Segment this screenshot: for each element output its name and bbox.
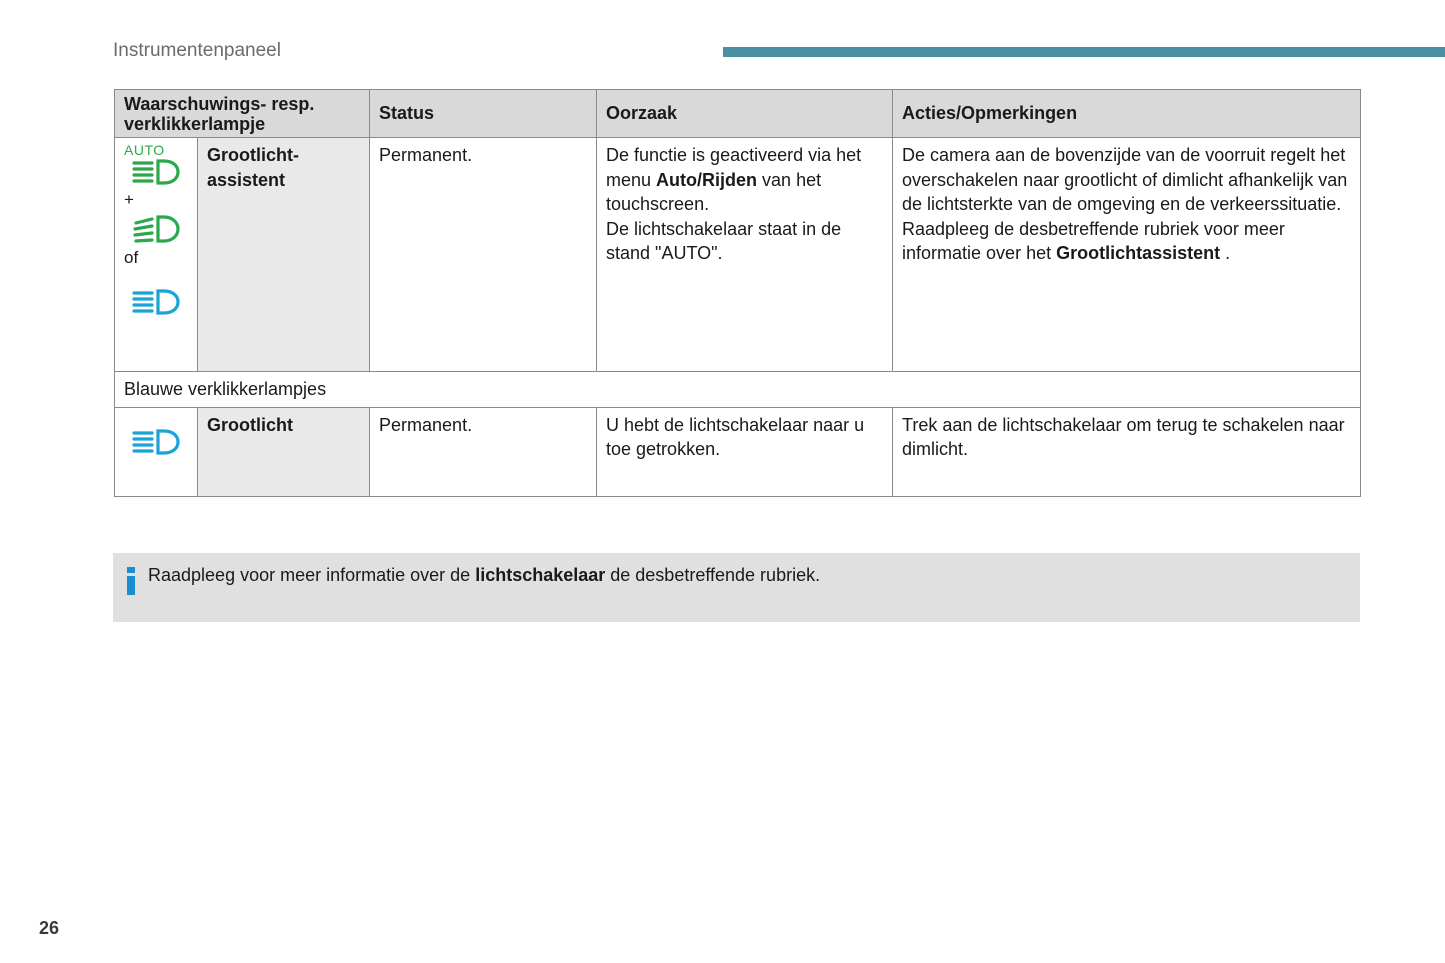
status-cell: Permanent. — [370, 407, 597, 496]
lamp-icons-cell — [115, 407, 198, 496]
actions-cell — [893, 138, 1361, 372]
info-box — [113, 553, 1360, 622]
status-cell: Permanent. — [370, 138, 597, 372]
actions-cell: Trek aan de lichtschakelaar om terug te schakelen naar dimlicht. — [893, 407, 1361, 496]
plus-sign: + — [124, 190, 134, 209]
cause-text: De functie is geactiveerd via het menu — [606, 145, 862, 190]
column-header-actions: Acties/Opmerkingen — [893, 90, 1361, 138]
actions-text: Raadpleeg de desbetreffende rubriek voor meer informatie over het — [902, 218, 1285, 263]
auto-label: AUTO — [124, 142, 165, 158]
table-row — [115, 138, 1361, 372]
column-header-lamp: Waarschuwings- resp. verklikkerlampje — [115, 90, 370, 138]
section-label: Blauwe verklikkerlampjes — [115, 372, 1361, 408]
feature-name: Grootlichtassistent — [1056, 243, 1221, 263]
section-row — [115, 372, 1361, 408]
info-keyword: lichtschakelaar — [475, 565, 606, 585]
page-number: 26 — [39, 918, 60, 938]
page-header-title: Instrumentenpaneel — [113, 40, 281, 61]
warning-lamps-table — [114, 89, 1361, 497]
column-header-status: Status — [370, 90, 597, 138]
high-beam-green-icon — [132, 214, 180, 244]
cause-text: De lichtschakelaar staat in de stand "AUTO". — [606, 218, 842, 263]
high-beam-blue-icon — [132, 288, 180, 316]
table-row — [115, 407, 1361, 496]
info-icon — [125, 567, 137, 595]
menu-name: Auto/Rijden — [656, 169, 758, 190]
info-text-part: Raadpleeg voor meer informatie over de — [148, 565, 476, 585]
cause-text: van het touchscreen. — [606, 169, 822, 214]
column-header-cause: Oorzaak — [597, 90, 893, 138]
auto-high-beam-icon — [132, 158, 180, 186]
header-accent-bar — [723, 47, 1445, 57]
or-label: of — [124, 248, 139, 267]
info-text-part: de desbetreffende rubriek. — [605, 565, 821, 585]
high-beam-blue-icon — [132, 428, 180, 456]
actions-text: . — [1220, 243, 1231, 263]
info-text — [148, 564, 820, 586]
lamp-icons-cell — [115, 138, 198, 372]
lamp-name: Grootlicht-assistent — [198, 138, 370, 372]
lamp-name: Grootlicht — [198, 407, 370, 496]
actions-text: De camera aan de bovenzijde van de voorruit regelt het overschakelen naar grootlicht of dimlicht afhankelijk van de lichtsterkte van de omgeving en de verkeerssituatie. — [902, 145, 1348, 214]
table-header-row — [115, 90, 1361, 138]
cause-cell: U hebt de lichtschakelaar naar u toe getrokken. — [597, 407, 893, 496]
cause-cell — [597, 138, 893, 372]
